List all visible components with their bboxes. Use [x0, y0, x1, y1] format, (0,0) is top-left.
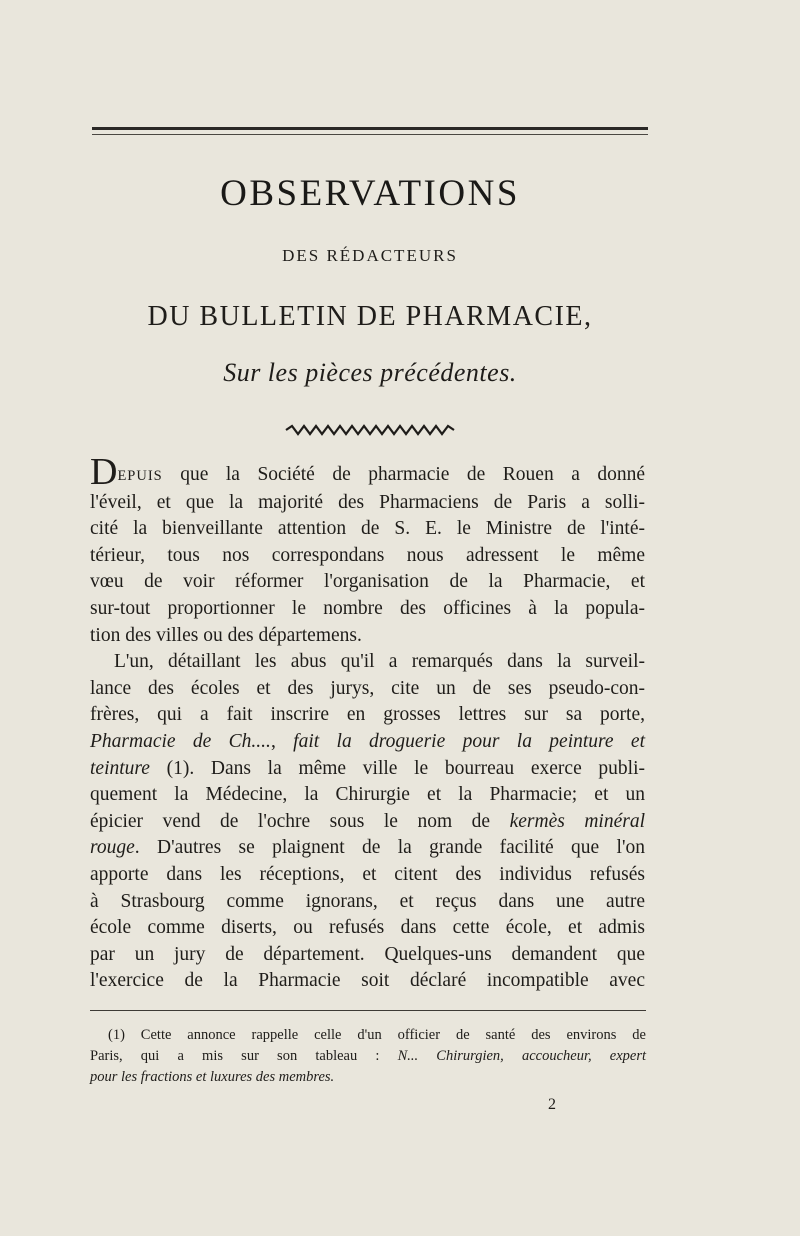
subtitle-bulletin: DU BULLETIN DE PHARMACIE, — [147, 301, 593, 332]
paragraph-1-line-5: vœu de voir réformer l'organisation de la Pharmacie, et — [90, 571, 645, 593]
footnote-rule — [90, 1010, 646, 1011]
subtitle-redacteurs: DES RÉDACTEURS — [282, 246, 458, 265]
decorative-ornament-icon — [284, 424, 456, 436]
paragraph-1-line-7: tion des villes ou des départemens. — [90, 624, 362, 646]
paragraph-1-line-6: sur-tout proportionner le nombre des officines à la popula- — [90, 597, 645, 619]
drop-cap: D — [90, 451, 118, 493]
paragraph-2-line-6: quement la Médecine, la Chirurgie et la Pharmacie; et un — [90, 784, 645, 806]
paragraph-1-line-3: cité la bienveillante attention de S. E. le Ministre de l'inté- — [90, 518, 645, 540]
body-text — [90, 451, 646, 995]
footnote-line-3: pour les fractions et luxures des membres. — [90, 1069, 335, 1085]
footnote-line-1: (1) Cette annonce rappelle celle d'un officier de santé des environs de — [108, 1027, 646, 1043]
footnote-line-2: Paris, qui a mis sur son tableau : N... Chirurgien, accoucheur, expert — [90, 1048, 647, 1064]
paragraph-2-line-13: l'exercice de la Pharmacie soit déclaré incompatible avec — [90, 970, 645, 992]
paragraph-2-line-7: épicier vend de l'ochre sous le nom de kermès minéral — [90, 810, 646, 832]
signature-mark: 2 — [548, 1096, 556, 1113]
paragraph-2-line-11: école comme diserts, ou refusés dans cette école, et admis — [90, 917, 645, 939]
page-title: OBSERVATIONS — [220, 173, 520, 214]
paragraph-2-line-12: par un jury de département. Quelques-uns demandent que — [90, 943, 645, 965]
paragraph-2-line-10: à Strasbourg comme ignorans, et reçus dans une autre — [90, 890, 645, 912]
paragraph-1-line-1: DEPUIS que la Société de pharmacie de Rouen a donné — [90, 451, 645, 493]
footnote — [90, 1025, 646, 1088]
paragraph-1-line-4: térieur, tous nos correspondans nous adressent le même — [90, 544, 645, 566]
paragraph-1-line-2: l'éveil, et que la majorité des Pharmaciens de Paris a solli- — [90, 491, 645, 513]
paragraph-2-line-2: lance des écoles et des jurys, cite un de ses pseudo-con- — [90, 677, 645, 699]
subtitle-pieces: Sur les pièces précédentes. — [223, 358, 517, 387]
small-caps-word: EPUIS — [117, 468, 163, 484]
paragraph-2-line-1: L'un, détaillant les abus qu'il a remarqués dans la surveil- — [114, 651, 645, 673]
paragraph-2-line-8: rouge. D'autres se plaignent de la grande facilité que l'on — [90, 837, 645, 859]
header-rule-thin — [92, 134, 648, 135]
paragraph-2-line-5: teinture (1). Dans la même ville le bourreau exerce publi- — [90, 757, 645, 779]
header-rule-thick — [92, 127, 648, 130]
paragraph-2-line-3: frères, qui a fait inscrire en grosses lettres sur sa porte, — [90, 704, 645, 726]
paragraph-2-line-9: apporte dans les réceptions, et citent des individus refusés — [90, 863, 645, 885]
paragraph-2-line-4: Pharmacie de Ch...., fait la droguerie pour la peinture et — [90, 730, 645, 752]
